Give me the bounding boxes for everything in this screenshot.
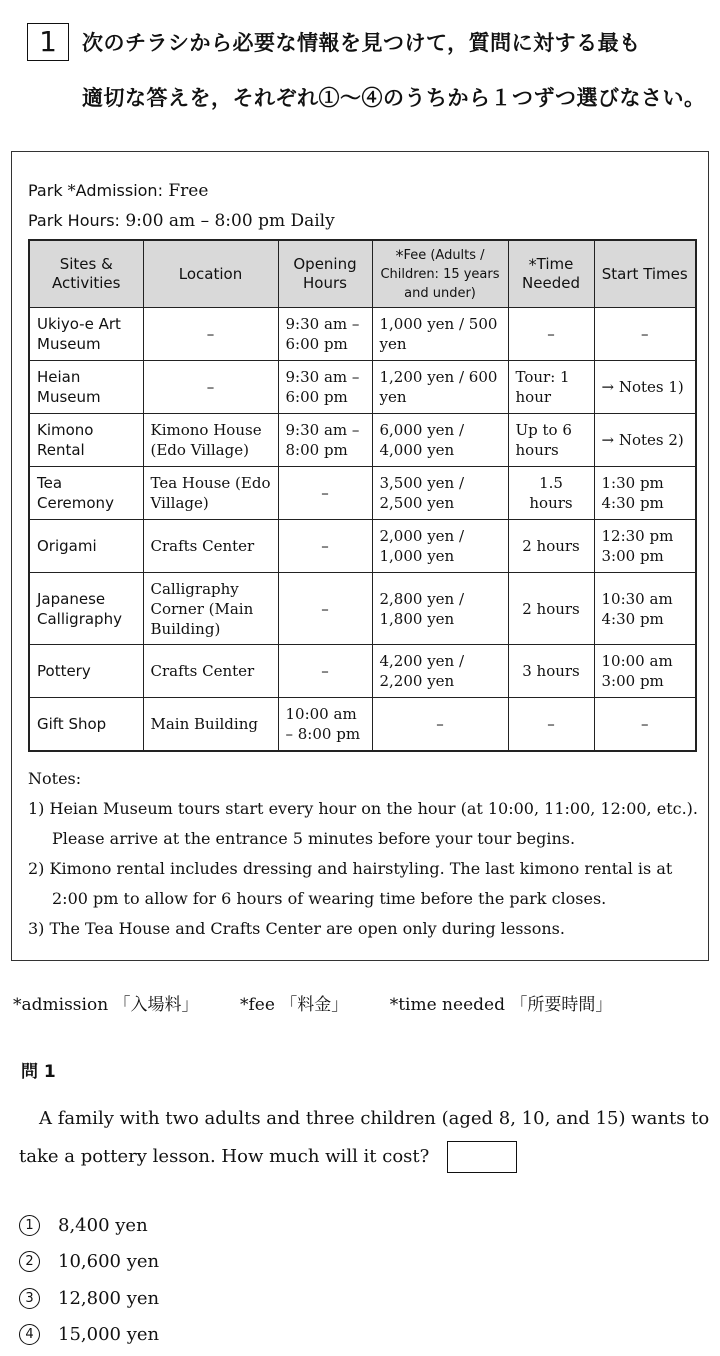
cell-location: Tea House (Edo Village): [143, 467, 278, 520]
choice-text: 8,400 yen: [58, 1214, 148, 1236]
admission-label: Admission:: [75, 181, 163, 200]
table-row: [29, 573, 696, 645]
table-row: [29, 414, 696, 467]
header-location: Location: [143, 240, 278, 308]
header-opening-hours: Opening Hours: [278, 240, 372, 308]
cell-start: 1:30 pm 4:30 pm: [594, 467, 696, 520]
header-fee: *Fee (Adults / Children: 15 years and under): [372, 240, 508, 308]
instruction-line-1: 次のチラシから必要な情報を見つけて，質問に対する最も: [82, 30, 641, 55]
cell-site: Kimono Rental: [29, 414, 143, 467]
note-1: 1) Heian Museum tours start every hour on the hour (at 10:00, 11:00, 12:00, etc.). Please arrive at the entrance 5 minutes before your tour begins.: [28, 799, 698, 848]
note-2: 2) Kimono rental includes dressing and hairstyling. The last kimono rental is at 2:00 pm to allow for 6 hours of wearing time before the park closes.: [28, 859, 673, 908]
cell-start: → Notes 1): [594, 361, 696, 414]
choice-text: 12,800 yen: [58, 1287, 160, 1309]
notes-section: [28, 764, 698, 944]
cell-hours: –: [278, 645, 372, 698]
question-text: A family with two adults and three children (aged 8, 10, and 15) wants to take a pottery lesson. How much will it cost?: [19, 1108, 710, 1167]
cell-fee: –: [372, 698, 508, 752]
choice-marker: 1: [19, 1215, 40, 1236]
cell-location: Crafts Center: [143, 520, 278, 573]
cell-location: Calligraphy Corner (Main Building): [143, 573, 278, 645]
choice-4[interactable]: [19, 1317, 159, 1354]
table-row: [29, 308, 696, 361]
header-sites: Sites & Activities: [29, 240, 143, 308]
table-row: [29, 698, 696, 752]
cell-hours: –: [278, 573, 372, 645]
choice-2[interactable]: [19, 1244, 159, 1281]
cell-start: 10:30 am 4:30 pm: [594, 573, 696, 645]
header-start-times: Start Times: [594, 240, 696, 308]
cell-start: 12:30 pm 3:00 pm: [594, 520, 696, 573]
cell-hours: –: [278, 520, 372, 573]
cell-fee: 2,800 yen / 1,800 yen: [372, 573, 508, 645]
gloss-admission: *admission 「入場料」: [13, 995, 199, 1015]
choice-text: 10,600 yen: [58, 1251, 160, 1273]
admission-prefix: Park: [28, 181, 68, 200]
table-row: [29, 361, 696, 414]
cell-time: 2 hours: [508, 520, 594, 573]
cell-location: Main Building: [143, 698, 278, 752]
glossary: [13, 990, 648, 1015]
table-row: [29, 645, 696, 698]
cell-site: Heian Museum: [29, 361, 143, 414]
hours-line: [28, 206, 335, 236]
cell-hours: 10:00 am – 8:00 pm: [278, 698, 372, 752]
choice-marker: 4: [19, 1324, 40, 1345]
hours-value: 9:00 am – 8:00 pm Daily: [125, 211, 335, 231]
cell-start: –: [594, 698, 696, 752]
cell-hours: 9:30 am – 8:00 pm: [278, 414, 372, 467]
admission-value: Free: [168, 181, 209, 201]
cell-fee: 2,000 yen / 1,000 yen: [372, 520, 508, 573]
cell-time: –: [508, 308, 594, 361]
cell-start: 10:00 am 3:00 pm: [594, 645, 696, 698]
header-time-needed: *Time Needed: [508, 240, 594, 308]
cell-time: –: [508, 698, 594, 752]
choice-text: 15,000 yen: [58, 1324, 160, 1346]
notes-title: Notes:: [28, 769, 82, 788]
cell-site: Gift Shop: [29, 698, 143, 752]
cell-site: Tea Ceremony: [29, 467, 143, 520]
cell-fee: 6,000 yen / 4,000 yen: [372, 414, 508, 467]
note-3: 3) The Tea House and Crafts Center are open only during lessons.: [28, 919, 565, 938]
gloss-time-needed: *time needed 「所要時間」: [389, 995, 613, 1015]
cell-start: –: [594, 308, 696, 361]
cell-hours: –: [278, 467, 372, 520]
cell-time: 3 hours: [508, 645, 594, 698]
table-row: [29, 467, 696, 520]
cell-start: → Notes 2): [594, 414, 696, 467]
question-number-box: 1: [27, 23, 69, 61]
question-label: 問 1: [21, 1062, 56, 1082]
cell-site: Pottery: [29, 645, 143, 698]
choice-marker: 3: [19, 1288, 40, 1309]
cell-location: –: [143, 361, 278, 414]
answer-box[interactable]: [447, 1141, 517, 1173]
cell-time: 1.5 hours: [508, 467, 594, 520]
choice-marker: 2: [19, 1251, 40, 1272]
cell-location: Kimono House (Edo Village): [143, 414, 278, 467]
cell-fee: 3,500 yen / 2,500 yen: [372, 467, 508, 520]
question-text-block: [19, 1100, 714, 1176]
cell-location: –: [143, 308, 278, 361]
cell-time: Up to 6 hours: [508, 414, 594, 467]
cell-fee: 1,000 yen / 500 yen: [372, 308, 508, 361]
cell-fee: 1,200 yen / 600 yen: [372, 361, 508, 414]
cell-hours: 9:30 am – 6:00 pm: [278, 361, 372, 414]
choice-3[interactable]: [19, 1280, 159, 1317]
table-header-row: [29, 240, 696, 308]
cell-hours: 9:30 am – 6:00 pm: [278, 308, 372, 361]
asterisk-mark: *: [67, 181, 76, 200]
gloss-fee: *fee 「料金」: [239, 995, 349, 1015]
cell-site: Japanese Calligraphy: [29, 573, 143, 645]
cell-site: Ukiyo-e Art Museum: [29, 308, 143, 361]
instruction-line-2: 適切な答えを，それぞれ①〜④のうちから１つずつ選びなさい。: [82, 85, 706, 110]
cell-fee: 4,200 yen / 2,200 yen: [372, 645, 508, 698]
cell-site: Origami: [29, 520, 143, 573]
park-info: [28, 176, 335, 236]
hours-label: Park Hours:: [28, 211, 120, 230]
choice-1[interactable]: [19, 1207, 159, 1244]
choices: [19, 1207, 159, 1353]
admission-line: [28, 176, 335, 206]
table-row: [29, 520, 696, 573]
flyer: [11, 151, 709, 961]
activities-table: [28, 239, 697, 752]
cell-time: 2 hours: [508, 573, 594, 645]
cell-time: Tour: 1 hour: [508, 361, 594, 414]
cell-location: Crafts Center: [143, 645, 278, 698]
